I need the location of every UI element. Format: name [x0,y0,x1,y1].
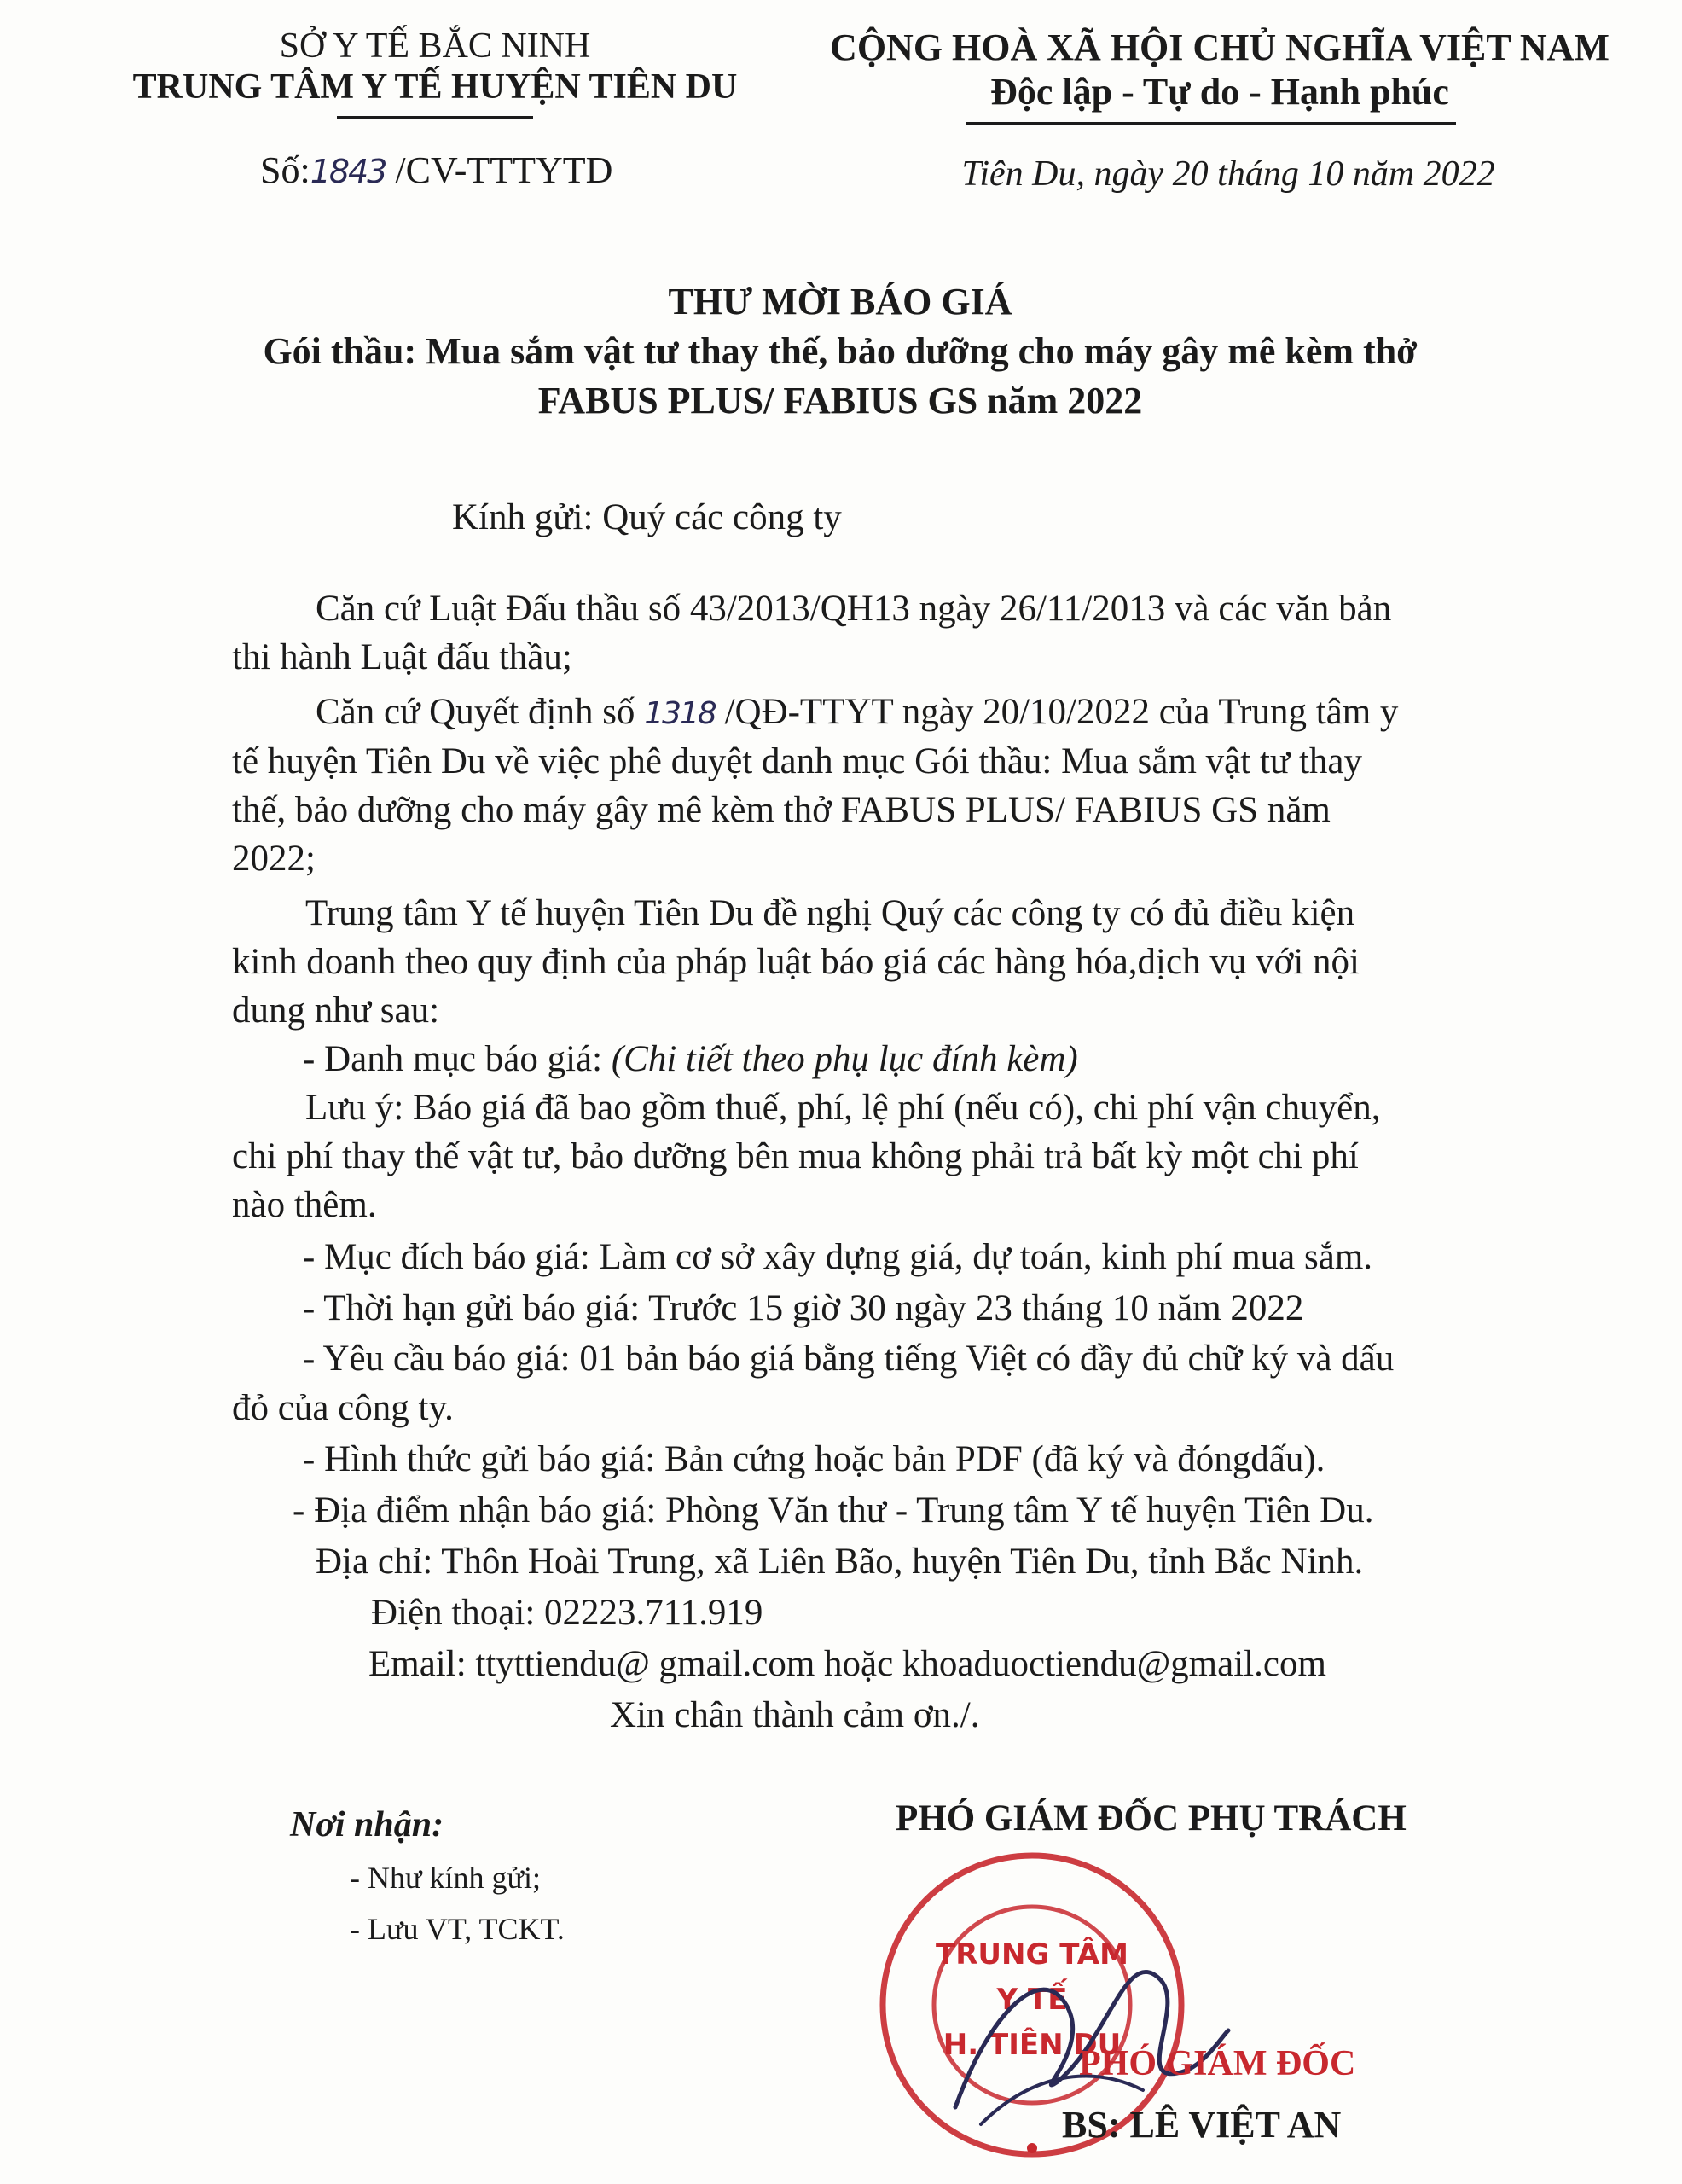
quote-list-label: - Danh mục báo giá: [303,1039,603,1079]
number-prefix: Số: [260,149,310,191]
para-2-line-1 [316,688,1527,738]
para-3-line-1: Trung tâm Y tế huyện Tiên Du đề nghị Quý các công ty có đủ điều kiện [305,893,1355,933]
para-3-line-3: dung như sau: [232,990,440,1031]
quote-list-line [303,1035,1078,1083]
stamp-role: PHÓ GIÁM ĐỐC [1079,2044,1356,2083]
title-line-2: Gói thầu: Mua sắm vật tư thay thế, bảo dưỡng cho máy gây mê kèm thở [263,330,1418,372]
para-2-line-3: thế, bảo dưỡng cho máy gây mê kèm thở FABUS PLUS/ FABIUS GS năm [232,790,1331,830]
requirement-line-1: - Yêu cầu báo giá: 01 bản báo giá bằng tiếng Việt có đầy đủ chữ ký và dấu [303,1339,1395,1379]
para-3-line-2: kinh doanh theo quy định của pháp luật báo giá các hàng hóa,dịch vụ với nội [232,942,1360,982]
place-date: Tiên Du, ngày 20 tháng 10 năm 2022 [961,154,1495,194]
note-line-3: nào thêm. [232,1185,377,1225]
para-2-prefix: Căn cứ Quyết định số [316,692,635,732]
svg-text:H. TIÊN DU: H. TIÊN DU [942,2028,1122,2062]
number-handwritten: 1843 [310,153,386,190]
greeting: Kính gửi: Quý các công ty [452,497,842,537]
decision-number-handwritten: 1318 [644,696,716,731]
document-title [136,277,1544,426]
note-line-1: Lưu ý: Báo giá đã bao gồm thuế, phí, lệ phí (nếu có), chi phí vận chuyển, [305,1088,1381,1128]
title-line-1: THƯ MỜI BÁO GIÁ [668,281,1012,322]
signatory-role: PHÓ GIÁM ĐỐC PHỤ TRÁCH [896,1798,1406,1838]
signer-name: BS: LÊ VIỆT AN [1062,2104,1342,2146]
para-1-line-1: Căn cứ Luật Đấu thầu số 43/2013/QH13 ngày 26/11/2013 và các văn bản [316,589,1392,629]
org-name: TRUNG TÂM Y TẾ HUYỆN TIÊN DU [132,67,738,107]
recipient-item-2: - Lưu VT, TCKT. [350,1912,565,1946]
document-number [260,150,772,192]
header-left [128,26,742,107]
recipients-title: Nơi nhận: [290,1805,444,1844]
quote-list-detail: (Chi tiết theo phụ lục đính kèm) [611,1039,1078,1079]
receiving-location-line: - Địa điểm nhận báo giá: Phòng Văn thư - Trung tâm Y tế huyện Tiên Du. [293,1490,1374,1531]
recipient-item-1: - Như kính gửi; [350,1861,542,1895]
para-2-line-2: tế huyện Tiên Du về việc phê duyệt danh mục Gói thầu: Mua sắm vật tư thay [232,741,1363,781]
deadline-line: - Thời hạn gửi báo giá: Trước 15 giờ 30 ngày 23 tháng 10 năm 2022 [303,1288,1304,1328]
svg-text:TRUNG TÂM: TRUNG TÂM [936,1937,1128,1972]
requirement-line-2: đỏ của công ty. [232,1388,454,1428]
title-line-3: FABUS PLUS/ FABIUS GS năm 2022 [537,380,1143,421]
para-1-line-2: thi hành Luật đấu thầu; [232,637,572,677]
dept-name: SỞ Y TẾ BẮC NINH [279,26,591,66]
header-right [810,26,1629,114]
country-name: CỘNG HOÀ XÃ HỘI CHỦ NGHĨA VIỆT NAM [830,26,1610,68]
submission-form-line: - Hình thức gửi báo giá: Bản cứng hoặc bản PDF (đã ký và đóngdấu). [303,1439,1325,1479]
purpose-line: - Mục đích báo giá: Làm cơ sở xây dựng giá, dự toán, kinh phí mua sắm. [303,1237,1373,1277]
thanks-line: Xin chân thành cảm ơn./. [610,1695,980,1735]
org-underline [337,116,533,119]
motto-underline [966,122,1456,125]
svg-text:Y TẾ: Y TẾ [996,1983,1068,2017]
number-suffix: /CV-TTTYTD [395,149,613,191]
phone-line: Điện thoại: 02223.711.919 [371,1593,763,1633]
para-2-suffix: /QĐ-TTYT ngày 20/10/2022 của Trung tâm y [724,692,1399,732]
para-2-line-4: 2022; [232,839,316,879]
note-line-2: chi phí thay thế vật tư, bảo dưỡng bên mua không phải trả bất kỳ một chi phí [232,1136,1359,1176]
address-line: Địa chỉ: Thôn Hoài Trung, xã Liên Bão, huyện Tiên Du, tỉnh Bắc Ninh. [316,1542,1364,1582]
motto: Độc lập - Tự do - Hạnh phúc [990,71,1449,113]
email-line: Email: ttyttiendu@ gmail.com hoặc khoaduoctiendu@gmail.com [368,1644,1326,1684]
